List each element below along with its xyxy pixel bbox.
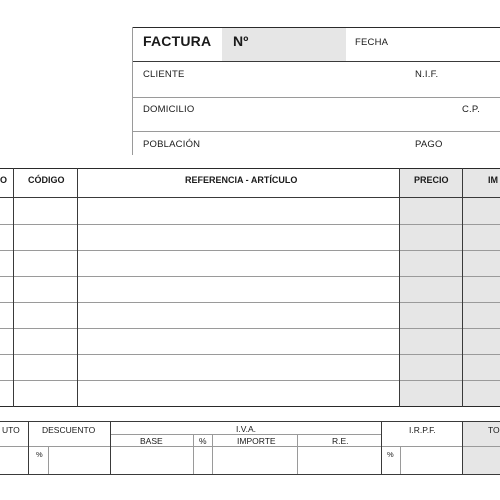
address-label: DOMICILIO [143, 104, 195, 115]
price-column-shade [400, 169, 462, 407]
table-top-border [0, 168, 500, 169]
table-header-divider [0, 197, 500, 198]
col-header-amount: IM [488, 175, 498, 185]
totals-col-divider [462, 421, 463, 474]
invoice-title: FACTURA [143, 33, 212, 49]
invoice-number-label: Nº [233, 33, 249, 49]
col-header-code: CÓDIGO [28, 175, 65, 185]
table-row-line [0, 354, 500, 355]
table-row-line [0, 302, 500, 303]
totals-pct-divider [400, 446, 401, 474]
date-label: FECHA [355, 37, 389, 48]
postal-code-label: C.P. [462, 104, 481, 115]
totals-mid-line [110, 434, 381, 435]
header-row-line [132, 97, 500, 98]
discount-pct-label: % [36, 450, 43, 459]
col-header-price: PRECIO [414, 175, 449, 185]
table-row-line [0, 380, 500, 381]
amount-column-shade [463, 169, 500, 407]
header-divider [132, 61, 500, 62]
totals-col-divider [193, 434, 194, 474]
total-label: TO [488, 425, 500, 435]
totals-col-divider [381, 421, 382, 474]
vat-pct-label: % [199, 436, 207, 446]
totals-subheader-line [0, 446, 500, 447]
totals-top-border [0, 421, 500, 422]
table-col-divider [399, 168, 400, 407]
totals-col-divider [110, 421, 111, 474]
table-row-line [0, 276, 500, 277]
vat-base-label: BASE [140, 436, 163, 446]
payment-label: PAGO [415, 139, 443, 150]
discount-label: DESCUENTO [42, 425, 96, 435]
table-bottom-border [0, 406, 500, 407]
table-col-divider [462, 168, 463, 407]
table-col-divider [13, 168, 14, 407]
table-row-line [0, 250, 500, 251]
vat-amount-label: IMPORTE [237, 436, 276, 446]
vat-label: I.V.A. [236, 424, 257, 434]
header-row-line [132, 131, 500, 132]
table-col-divider [77, 168, 78, 407]
irpf-pct-label: % [387, 450, 394, 459]
totals-pct-divider [48, 446, 49, 474]
totals-bottom-border [0, 474, 500, 475]
nif-label: N.I.F. [415, 69, 439, 80]
table-row-line [0, 224, 500, 225]
totals-col-divider [297, 434, 298, 474]
col-header-reference: REFERENCIA - ARTÍCULO [185, 175, 298, 185]
gross-label: UTO [2, 425, 20, 435]
irpf-label: I.R.P.F. [409, 425, 436, 435]
header-left-border [132, 27, 133, 155]
table-row-line [0, 328, 500, 329]
client-label: CLIENTE [143, 69, 185, 80]
totals-col-divider [28, 421, 29, 474]
totals-col-divider [212, 434, 213, 474]
surcharge-label: R.E. [332, 436, 349, 446]
town-label: POBLACIÓN [143, 139, 201, 150]
col-header-quantity: O [0, 175, 8, 185]
header-top-border [132, 27, 500, 28]
